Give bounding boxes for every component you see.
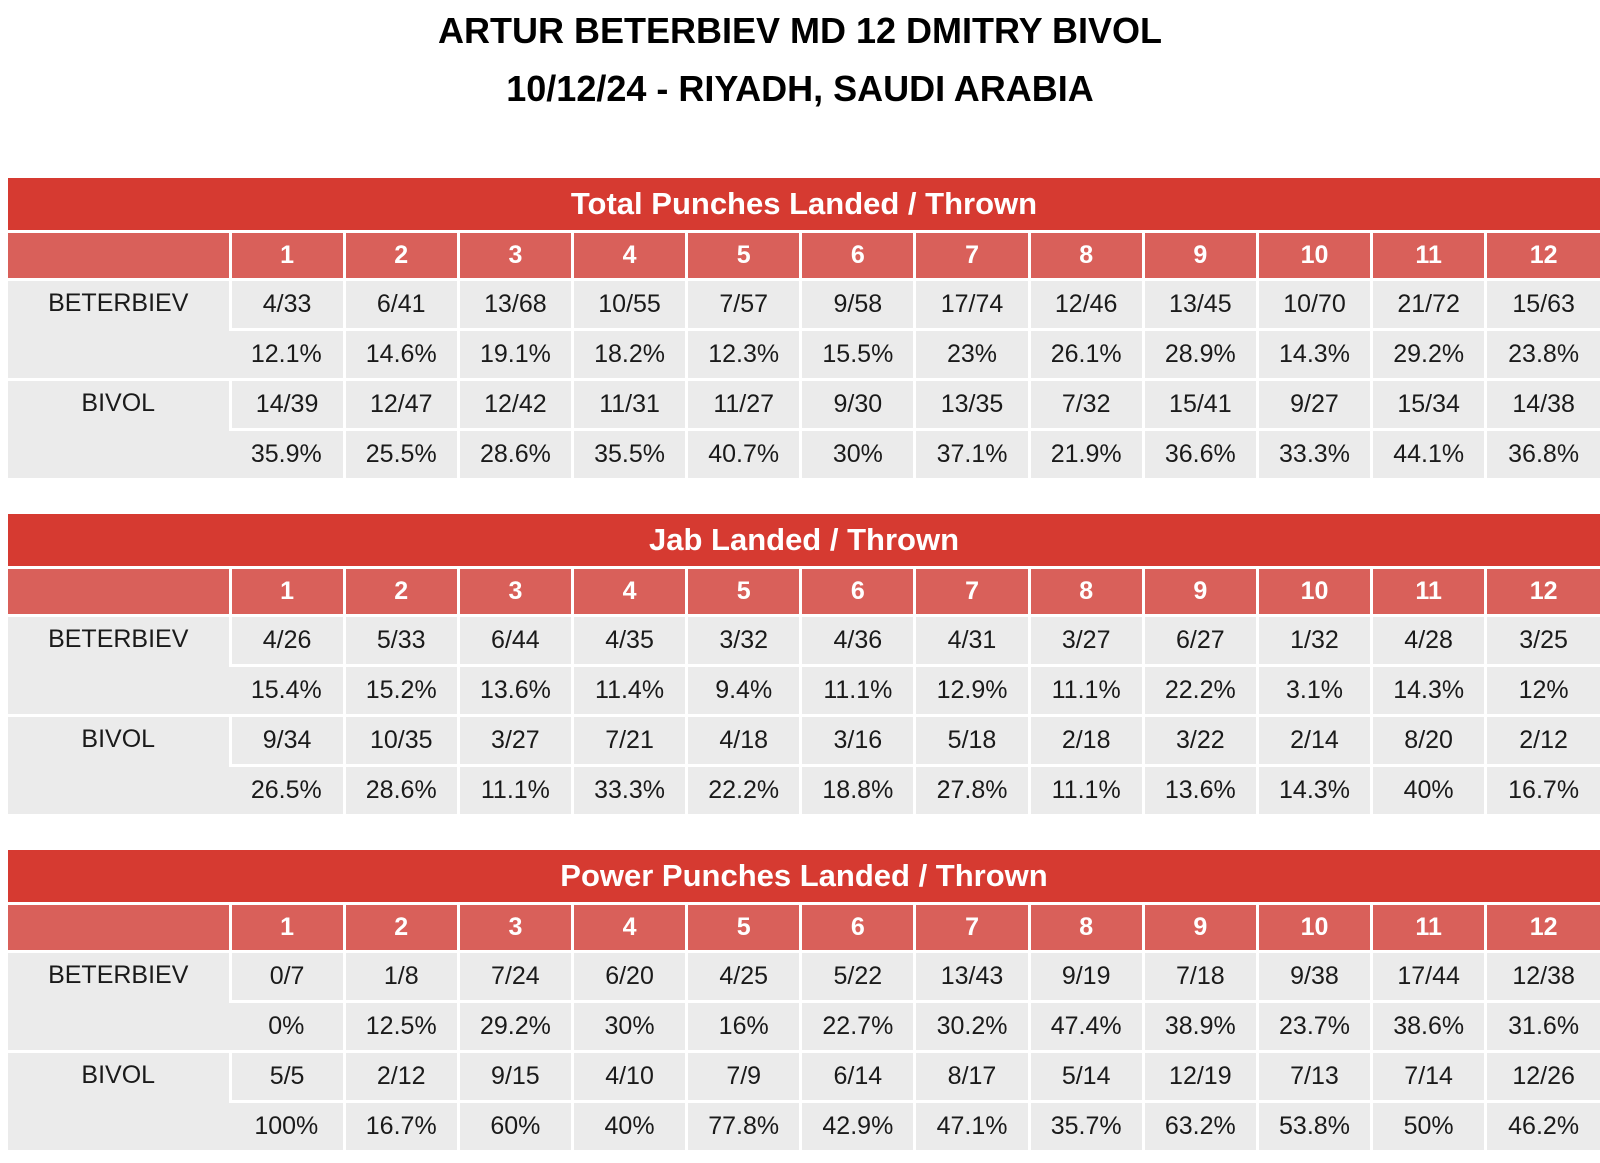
- percentage-cell: 18.8%: [801, 766, 915, 815]
- percentage-cell: 35.5%: [572, 430, 686, 479]
- percentage-cell: 35.9%: [230, 430, 344, 479]
- round-label: 3: [458, 232, 572, 280]
- rounds-header-blank: [8, 904, 230, 952]
- landed-thrown-cell: 4/31: [915, 616, 1029, 666]
- round-label: 12: [1486, 568, 1600, 616]
- round-label: 2: [344, 232, 458, 280]
- table-row: [8, 1002, 1600, 1052]
- percentage-cell: 15.4%: [230, 666, 344, 716]
- landed-thrown-cell: 8/17: [915, 1052, 1029, 1102]
- landed-thrown-cell: 15/63: [1486, 280, 1600, 330]
- percentage-cell: 36.6%: [1143, 430, 1257, 479]
- round-label: 12: [1486, 232, 1600, 280]
- page-title: ARTUR BETERBIEV MD 12 DMITRY BIVOL: [437, 10, 1163, 51]
- percentage-cell: 15.2%: [344, 666, 458, 716]
- landed-thrown-cell: 4/33: [230, 280, 344, 330]
- percentage-cell: 23.7%: [1257, 1002, 1371, 1052]
- stats-table: [8, 230, 1600, 478]
- landed-thrown-cell: 9/38: [1257, 952, 1371, 1002]
- landed-thrown-cell: 4/36: [801, 616, 915, 666]
- round-label: 8: [1029, 568, 1143, 616]
- round-label: 1: [230, 232, 344, 280]
- round-label: 9: [1143, 568, 1257, 616]
- landed-thrown-cell: 3/16: [801, 716, 915, 766]
- landed-thrown-cell: 2/12: [1486, 716, 1600, 766]
- section-title: Total Punches Landed / Thrown: [8, 178, 1600, 230]
- percentage-cell: 9.4%: [687, 666, 801, 716]
- landed-thrown-cell: 12/47: [344, 380, 458, 430]
- landed-thrown-cell: 10/55: [572, 280, 686, 330]
- percentage-cell: 33.3%: [572, 766, 686, 815]
- table-row: [8, 952, 1600, 1002]
- landed-thrown-cell: 9/15: [458, 1052, 572, 1102]
- landed-thrown-cell: 3/22: [1143, 716, 1257, 766]
- landed-thrown-cell: 8/20: [1372, 716, 1486, 766]
- percentage-cell: 15.5%: [801, 330, 915, 380]
- landed-thrown-cell: 7/9: [687, 1052, 801, 1102]
- fighter-name: BETERBIEV: [8, 952, 230, 1052]
- landed-thrown-cell: 4/26: [230, 616, 344, 666]
- landed-thrown-cell: 15/41: [1143, 380, 1257, 430]
- round-label: 11: [1372, 568, 1486, 616]
- landed-thrown-cell: 9/58: [801, 280, 915, 330]
- fighter-name: BIVOL: [8, 380, 230, 479]
- percentage-cell: 30%: [572, 1002, 686, 1052]
- landed-thrown-cell: 14/39: [230, 380, 344, 430]
- table-row: [8, 616, 1600, 666]
- percentage-cell: 21.9%: [1029, 430, 1143, 479]
- percentage-cell: 14.3%: [1257, 766, 1371, 815]
- round-label: 6: [801, 568, 915, 616]
- round-label: 2: [344, 568, 458, 616]
- landed-thrown-cell: 9/27: [1257, 380, 1371, 430]
- landed-thrown-cell: 13/35: [915, 380, 1029, 430]
- landed-thrown-cell: 17/44: [1372, 952, 1486, 1002]
- table-row: [8, 716, 1600, 766]
- round-label: 11: [1372, 232, 1486, 280]
- landed-thrown-cell: 7/57: [687, 280, 801, 330]
- percentage-cell: 23%: [915, 330, 1029, 380]
- percentage-cell: 42.9%: [801, 1102, 915, 1151]
- round-label: 12: [1486, 904, 1600, 952]
- percentage-cell: 11.1%: [458, 766, 572, 815]
- round-label: 5: [687, 232, 801, 280]
- landed-thrown-cell: 1/32: [1257, 616, 1371, 666]
- percentage-cell: 26.5%: [230, 766, 344, 815]
- landed-thrown-cell: 5/22: [801, 952, 915, 1002]
- landed-thrown-cell: 13/45: [1143, 280, 1257, 330]
- percentage-cell: 11.1%: [1029, 666, 1143, 716]
- landed-thrown-cell: 3/25: [1486, 616, 1600, 666]
- percentage-cell: 36.8%: [1486, 430, 1600, 479]
- percentage-cell: 29.2%: [1372, 330, 1486, 380]
- round-label: 4: [572, 904, 686, 952]
- rounds-header-row: [8, 232, 1600, 280]
- percentage-cell: 12.9%: [915, 666, 1029, 716]
- landed-thrown-cell: 21/72: [1372, 280, 1486, 330]
- round-label: 2: [344, 904, 458, 952]
- landed-thrown-cell: 5/14: [1029, 1052, 1143, 1102]
- landed-thrown-cell: 7/21: [572, 716, 686, 766]
- percentage-cell: 77.8%: [687, 1102, 801, 1151]
- landed-thrown-cell: 7/13: [1257, 1052, 1371, 1102]
- percentage-cell: 60%: [458, 1102, 572, 1151]
- percentage-cell: 22.2%: [1143, 666, 1257, 716]
- percentage-cell: 26.1%: [1029, 330, 1143, 380]
- percentage-cell: 53.8%: [1257, 1102, 1371, 1151]
- landed-thrown-cell: 9/30: [801, 380, 915, 430]
- percentage-cell: 12.3%: [687, 330, 801, 380]
- percentage-cell: 31.6%: [1486, 1002, 1600, 1052]
- table-row: [8, 1052, 1600, 1102]
- round-label: 3: [458, 904, 572, 952]
- fighter-name: BETERBIEV: [8, 280, 230, 380]
- landed-thrown-cell: 7/32: [1029, 380, 1143, 430]
- percentage-cell: 63.2%: [1143, 1102, 1257, 1151]
- percentage-cell: 13.6%: [1143, 766, 1257, 815]
- round-label: 4: [572, 232, 686, 280]
- round-label: 6: [801, 904, 915, 952]
- table-row: [8, 766, 1600, 815]
- percentage-cell: 11.4%: [572, 666, 686, 716]
- landed-thrown-cell: 1/8: [344, 952, 458, 1002]
- stats-table: [8, 566, 1600, 814]
- landed-thrown-cell: 11/31: [572, 380, 686, 430]
- round-label: 9: [1143, 904, 1257, 952]
- landed-thrown-cell: 15/34: [1372, 380, 1486, 430]
- landed-thrown-cell: 4/10: [572, 1052, 686, 1102]
- percentage-cell: 30%: [801, 430, 915, 479]
- percentage-cell: 13.6%: [458, 666, 572, 716]
- percentage-cell: 3.1%: [1257, 666, 1371, 716]
- fighter-name: BIVOL: [8, 1052, 230, 1151]
- round-label: 8: [1029, 232, 1143, 280]
- round-label: 10: [1257, 568, 1371, 616]
- table-row: [8, 666, 1600, 716]
- percentage-cell: 47.1%: [915, 1102, 1029, 1151]
- landed-thrown-cell: 9/34: [230, 716, 344, 766]
- percentage-cell: 40%: [572, 1102, 686, 1151]
- percentage-cell: 22.2%: [687, 766, 801, 815]
- round-label: 11: [1372, 904, 1486, 952]
- landed-thrown-cell: 17/74: [915, 280, 1029, 330]
- percentage-cell: 38.6%: [1372, 1002, 1486, 1052]
- percentage-cell: 35.7%: [1029, 1102, 1143, 1151]
- landed-thrown-cell: 6/20: [572, 952, 686, 1002]
- percentage-cell: 44.1%: [1372, 430, 1486, 479]
- percentage-cell: 27.8%: [915, 766, 1029, 815]
- percentage-cell: 23.8%: [1486, 330, 1600, 380]
- percentage-cell: 12.1%: [230, 330, 344, 380]
- round-label: 1: [230, 904, 344, 952]
- percentage-cell: 30.2%: [915, 1002, 1029, 1052]
- percentage-cell: 14.3%: [1257, 330, 1371, 380]
- stats-section: [8, 178, 1600, 478]
- landed-thrown-cell: 6/27: [1143, 616, 1257, 666]
- landed-thrown-cell: 3/27: [458, 716, 572, 766]
- table-row: [8, 330, 1600, 380]
- landed-thrown-cell: 10/35: [344, 716, 458, 766]
- percentage-cell: 12%: [1486, 666, 1600, 716]
- round-label: 6: [801, 232, 915, 280]
- percentage-cell: 11.1%: [801, 666, 915, 716]
- landed-thrown-cell: 4/28: [1372, 616, 1486, 666]
- fighter-name: BETERBIEV: [8, 616, 230, 716]
- percentage-cell: 40%: [1372, 766, 1486, 815]
- landed-thrown-cell: 13/43: [915, 952, 1029, 1002]
- landed-thrown-cell: 12/19: [1143, 1052, 1257, 1102]
- landed-thrown-cell: 12/38: [1486, 952, 1600, 1002]
- landed-thrown-cell: 12/46: [1029, 280, 1143, 330]
- landed-thrown-cell: 3/32: [687, 616, 801, 666]
- round-label: 7: [915, 904, 1029, 952]
- percentage-cell: 100%: [230, 1102, 344, 1151]
- landed-thrown-cell: 6/14: [801, 1052, 915, 1102]
- landed-thrown-cell: 7/14: [1372, 1052, 1486, 1102]
- stats-section: [8, 850, 1600, 1150]
- percentage-cell: 19.1%: [458, 330, 572, 380]
- round-label: 7: [915, 232, 1029, 280]
- round-label: 7: [915, 568, 1029, 616]
- percentage-cell: 16.7%: [344, 1102, 458, 1151]
- round-label: 5: [687, 568, 801, 616]
- percentage-cell: 18.2%: [572, 330, 686, 380]
- landed-thrown-cell: 12/42: [458, 380, 572, 430]
- percentage-cell: 29.2%: [458, 1002, 572, 1052]
- rounds-header-blank: [8, 568, 230, 616]
- round-label: 1: [230, 568, 344, 616]
- landed-thrown-cell: 7/18: [1143, 952, 1257, 1002]
- landed-thrown-cell: 13/68: [458, 280, 572, 330]
- fighter-name: BIVOL: [8, 716, 230, 815]
- landed-thrown-cell: 2/12: [344, 1052, 458, 1102]
- table-row: [8, 430, 1600, 479]
- percentage-cell: 22.7%: [801, 1002, 915, 1052]
- percentage-cell: 28.6%: [458, 430, 572, 479]
- percentage-cell: 47.4%: [1029, 1002, 1143, 1052]
- landed-thrown-cell: 5/18: [915, 716, 1029, 766]
- round-label: 9: [1143, 232, 1257, 280]
- percentage-cell: 16%: [687, 1002, 801, 1052]
- landed-thrown-cell: 4/25: [687, 952, 801, 1002]
- landed-thrown-cell: 3/27: [1029, 616, 1143, 666]
- landed-thrown-cell: 0/7: [230, 952, 344, 1002]
- percentage-cell: 14.3%: [1372, 666, 1486, 716]
- table-row: [8, 1102, 1600, 1151]
- percentage-cell: 28.9%: [1143, 330, 1257, 380]
- percentage-cell: 12.5%: [344, 1002, 458, 1052]
- percentage-cell: 46.2%: [1486, 1102, 1600, 1151]
- percentage-cell: 11.1%: [1029, 766, 1143, 815]
- percentage-cell: 38.9%: [1143, 1002, 1257, 1052]
- landed-thrown-cell: 4/18: [687, 716, 801, 766]
- landed-thrown-cell: 11/27: [687, 380, 801, 430]
- round-label: 4: [572, 568, 686, 616]
- landed-thrown-cell: 2/18: [1029, 716, 1143, 766]
- round-label: 3: [458, 568, 572, 616]
- percentage-cell: 37.1%: [915, 430, 1029, 479]
- landed-thrown-cell: 2/14: [1257, 716, 1371, 766]
- table-row: [8, 380, 1600, 430]
- landed-thrown-cell: 12/26: [1486, 1052, 1600, 1102]
- stats-section: [8, 514, 1600, 814]
- percentage-cell: 40.7%: [687, 430, 801, 479]
- percentage-cell: 28.6%: [344, 766, 458, 815]
- section-title: Power Punches Landed / Thrown: [8, 850, 1600, 902]
- landed-thrown-cell: 6/41: [344, 280, 458, 330]
- rounds-header-row: [8, 568, 1600, 616]
- percentage-cell: 33.3%: [1257, 430, 1371, 479]
- percentage-cell: 16.7%: [1486, 766, 1600, 815]
- landed-thrown-cell: 14/38: [1486, 380, 1600, 430]
- rounds-header-row: [8, 904, 1600, 952]
- page-subtitle: 10/12/24 - RIYADH, SAUDI ARABIA: [506, 68, 1094, 109]
- round-label: 8: [1029, 904, 1143, 952]
- landed-thrown-cell: 9/19: [1029, 952, 1143, 1002]
- landed-thrown-cell: 10/70: [1257, 280, 1371, 330]
- rounds-header-blank: [8, 232, 230, 280]
- landed-thrown-cell: 5/5: [230, 1052, 344, 1102]
- round-label: 10: [1257, 904, 1371, 952]
- landed-thrown-cell: 5/33: [344, 616, 458, 666]
- landed-thrown-cell: 4/35: [572, 616, 686, 666]
- landed-thrown-cell: 6/44: [458, 616, 572, 666]
- percentage-cell: 50%: [1372, 1102, 1486, 1151]
- landed-thrown-cell: 7/24: [458, 952, 572, 1002]
- stats-table: [8, 902, 1600, 1150]
- round-label: 10: [1257, 232, 1371, 280]
- table-row: [8, 280, 1600, 330]
- section-title: Jab Landed / Thrown: [8, 514, 1600, 566]
- percentage-cell: 14.6%: [344, 330, 458, 380]
- round-label: 5: [687, 904, 801, 952]
- percentage-cell: 0%: [230, 1002, 344, 1052]
- percentage-cell: 25.5%: [344, 430, 458, 479]
